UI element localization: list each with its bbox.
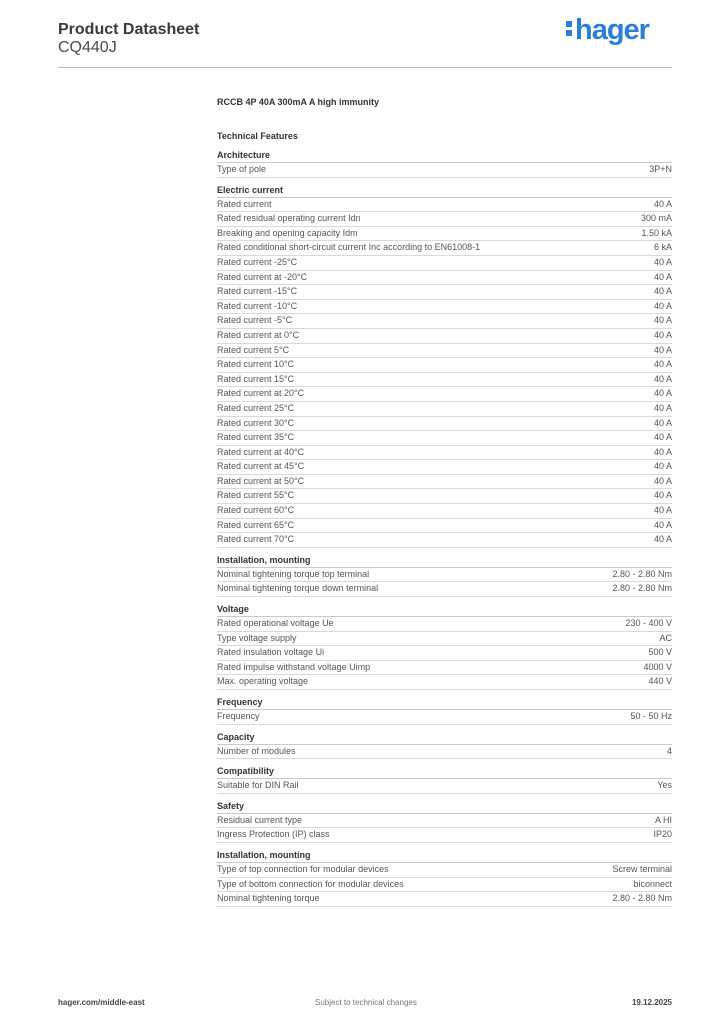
section-title: Voltage <box>217 602 672 617</box>
feature-row <box>217 475 672 490</box>
feature-value: 40 A <box>653 315 672 326</box>
feature-section <box>217 602 672 690</box>
feature-label: Type of top connection for modular devices <box>217 863 389 874</box>
feature-section <box>217 764 672 794</box>
feature-row <box>217 892 672 907</box>
feature-value: 40 A <box>653 446 672 457</box>
hager-logo <box>566 14 649 47</box>
feature-value: 40 A <box>653 271 672 282</box>
feature-row <box>217 632 672 647</box>
feature-label: Rated impulse withstand voltage Uimp <box>217 661 371 672</box>
feature-section <box>217 148 672 178</box>
feature-row <box>217 675 672 690</box>
feature-value: biconnect <box>633 878 672 889</box>
feature-row <box>217 271 672 286</box>
section-title: Safety <box>217 799 672 814</box>
feature-label: Number of modules <box>217 745 296 756</box>
feature-value: 230 - 400 V <box>625 618 672 629</box>
feature-label: Rated current at -20°C <box>217 271 308 282</box>
feature-value: 1.50 kA <box>641 227 672 238</box>
feature-row <box>217 431 672 446</box>
feature-label: Rated residual operating current Idn <box>217 213 361 224</box>
feature-row <box>217 489 672 504</box>
feature-label: Type of bottom connection for modular devices <box>217 878 404 889</box>
feature-value: 40 A <box>653 388 672 399</box>
feature-value: 40 A <box>653 256 672 267</box>
feature-row <box>217 878 672 893</box>
feature-row <box>217 402 672 417</box>
feature-value: 40 A <box>653 286 672 297</box>
feature-row <box>217 828 672 843</box>
feature-row <box>217 446 672 461</box>
feature-value: 440 V <box>648 676 672 687</box>
feature-label: Residual current type <box>217 814 303 825</box>
feature-row <box>217 417 672 432</box>
feature-label: Rated current 35°C <box>217 432 295 443</box>
technical-features-heading: Technical Features <box>217 131 298 141</box>
feature-row <box>217 285 672 300</box>
feature-row <box>217 227 672 242</box>
feature-label: Frequency <box>217 711 260 721</box>
feature-label: Ingress Protection (IP) class <box>217 829 330 840</box>
feature-value: 40 A <box>653 490 672 501</box>
logo-text: hager <box>575 14 649 46</box>
feature-label: Suitable for DIN Rail <box>217 780 299 791</box>
feature-label: Rated current 5°C <box>217 344 290 355</box>
feature-row <box>217 256 672 271</box>
section-title: Capacity <box>217 730 672 745</box>
feature-label: Type of pole <box>217 164 267 174</box>
feature-label: Rated current <box>217 198 272 209</box>
feature-label: Rated current at 0°C <box>217 329 300 340</box>
feature-value: IP20 <box>653 829 672 840</box>
feature-row <box>217 163 672 178</box>
feature-value: 40 A <box>653 475 672 486</box>
feature-value: Yes <box>657 780 672 791</box>
feature-value: 40 A <box>653 344 672 355</box>
page-title: Product Datasheet <box>58 21 200 38</box>
feature-section <box>217 695 672 725</box>
feature-row <box>217 373 672 388</box>
feature-row <box>217 387 672 402</box>
section-title: Compatibility <box>217 764 672 779</box>
section-title: Electric current <box>217 183 672 198</box>
feature-row <box>217 710 672 725</box>
feature-value: 40 A <box>653 300 672 311</box>
feature-row <box>217 533 672 548</box>
feature-value: 40 A <box>653 534 672 545</box>
feature-row <box>217 568 672 583</box>
feature-label: Rated current 70°C <box>217 534 295 545</box>
product-code: CQ440J <box>58 39 117 56</box>
section-title: Frequency <box>217 695 672 710</box>
feature-value: 40 A <box>653 198 672 209</box>
feature-value: 2.80 - 2.80 Nm <box>612 893 672 904</box>
feature-value: 40 A <box>653 432 672 443</box>
feature-row <box>217 617 672 632</box>
feature-value: 40 A <box>653 519 672 530</box>
feature-value: 40 A <box>653 505 672 516</box>
header-divider <box>58 67 672 68</box>
feature-section <box>217 730 672 760</box>
feature-value: 4000 V <box>643 661 672 672</box>
feature-value: 4 <box>666 745 672 756</box>
feature-value: 2.80 - 2.80 Nm <box>612 568 672 579</box>
feature-row <box>217 814 672 829</box>
feature-label: Rated current 60°C <box>217 505 295 516</box>
feature-sections <box>217 148 672 907</box>
feature-label: Nominal tightening torque down terminal <box>217 583 379 594</box>
feature-section <box>217 848 672 907</box>
feature-label: Max. operating voltage <box>217 676 309 687</box>
feature-label: Rated current 10°C <box>217 359 295 370</box>
feature-row <box>217 300 672 315</box>
feature-label: Breaking and opening capacity Idm <box>217 227 358 238</box>
feature-row <box>217 314 672 329</box>
section-title: Architecture <box>217 148 672 163</box>
feature-label: Rated current at 20°C <box>217 388 305 399</box>
feature-value: AC <box>659 632 672 643</box>
feature-label: Rated current -15°C <box>217 286 298 297</box>
feature-label: Rated current 15°C <box>217 373 295 384</box>
feature-row <box>217 241 672 256</box>
feature-value: 300 mA <box>640 213 672 224</box>
feature-value: 3P+N <box>649 164 672 174</box>
feature-value: 40 A <box>653 461 672 472</box>
footer-date: 19.12.2025 <box>631 998 672 1007</box>
feature-section <box>217 799 672 843</box>
section-title: Installation, mounting <box>217 553 672 568</box>
feature-row <box>217 582 672 597</box>
feature-label: Rated current at 40°C <box>217 446 305 457</box>
feature-label: Rated current at 45°C <box>217 461 305 472</box>
feature-row <box>217 358 672 373</box>
datasheet-content <box>217 95 672 907</box>
footer-note: Subject to technical changes <box>315 998 417 1007</box>
feature-label: Rated current 65°C <box>217 519 295 530</box>
feature-row <box>217 212 672 227</box>
feature-row <box>217 329 672 344</box>
feature-value: 40 A <box>653 359 672 370</box>
feature-label: Rated current -10°C <box>217 300 298 311</box>
feature-value: 40 A <box>653 402 672 413</box>
feature-value: 40 A <box>653 373 672 384</box>
logo-dots-icon <box>566 18 572 39</box>
feature-label: Rated insulation voltage Ui <box>217 647 325 658</box>
feature-row <box>217 863 672 878</box>
feature-row <box>217 646 672 661</box>
feature-row <box>217 745 672 760</box>
feature-label: Rated current at 50°C <box>217 475 305 486</box>
feature-row <box>217 460 672 475</box>
feature-value: 40 A <box>653 329 672 340</box>
feature-value: 40 A <box>653 417 672 428</box>
feature-row <box>217 779 672 794</box>
feature-row <box>217 519 672 534</box>
section-title: Installation, mounting <box>217 848 672 863</box>
feature-row <box>217 661 672 676</box>
feature-label: Rated current 30°C <box>217 417 295 428</box>
feature-value: 50 - 50 Hz <box>630 711 672 721</box>
feature-label: Rated current 55°C <box>217 490 295 501</box>
feature-label: Nominal tightening torque <box>217 893 320 904</box>
feature-value: 500 V <box>648 647 672 658</box>
feature-label: Rated current -5°C <box>217 315 293 326</box>
feature-value: A HI <box>654 814 672 825</box>
feature-label: Rated current -25°C <box>217 256 298 267</box>
feature-row <box>217 198 672 213</box>
feature-value: 6 kA <box>653 242 672 253</box>
feature-label: Rated conditional short-circuit current Inc according to EN61008-1 <box>217 242 481 253</box>
footer-website: hager.com/middle-east <box>58 998 145 1007</box>
feature-row <box>217 344 672 359</box>
feature-value: Screw terminal <box>612 863 672 874</box>
feature-label: Rated current 25°C <box>217 402 295 413</box>
feature-label: Type voltage supply <box>217 632 297 643</box>
feature-label: Rated operational voltage Ue <box>217 618 334 629</box>
feature-section <box>217 553 672 597</box>
feature-value: 2.80 - 2.80 Nm <box>612 583 672 594</box>
product-title: RCCB 4P 40A 300mA A high immunity <box>217 97 380 107</box>
feature-section <box>217 183 672 548</box>
feature-row <box>217 504 672 519</box>
feature-label: Nominal tightening torque top terminal <box>217 568 370 579</box>
